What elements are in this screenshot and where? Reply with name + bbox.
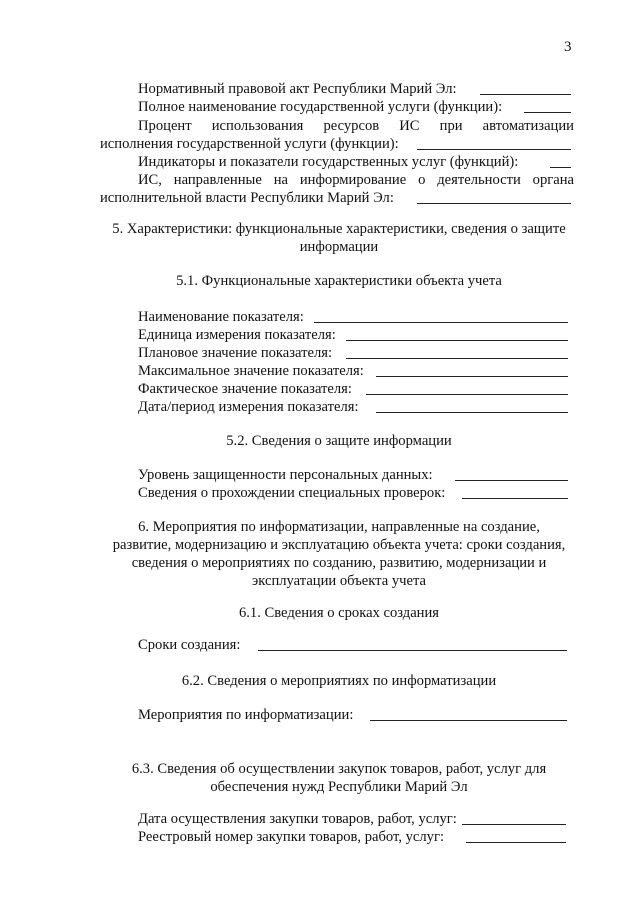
- indicators-label: Индикаторы и показатели государственных услуг (функций):: [138, 154, 519, 170]
- terms-blank[interactable]: [258, 650, 567, 651]
- blank-unit[interactable]: [346, 340, 568, 341]
- section-5-1-title: 5.1. Функциональные характеристики объекта учета: [176, 273, 502, 289]
- field-actual: Фактическое значение показателя:: [138, 381, 352, 397]
- measures-blank[interactable]: [370, 720, 567, 721]
- legal-act-label: Нормативный правовой акт Республики Марий Эл:: [138, 81, 457, 97]
- percent-blank[interactable]: [417, 149, 571, 150]
- indicators-blank[interactable]: [550, 167, 571, 168]
- section-5-2-title: 5.2. Сведения о защите информации: [226, 433, 452, 449]
- section-6-3-title-1: 6.3. Сведения об осуществлении закупок товаров, работ, услуг для: [131, 761, 547, 777]
- blank-date[interactable]: [376, 412, 568, 413]
- word: ресурсов: [323, 118, 380, 134]
- blank-protection-level[interactable]: [455, 480, 568, 481]
- measures-label: Мероприятия по информатизации:: [138, 707, 354, 723]
- is-info-line: [138, 171, 574, 189]
- word: органа: [532, 172, 574, 188]
- section-5-title-2: информации: [299, 239, 379, 255]
- blank-max[interactable]: [376, 376, 568, 377]
- word: информирование: [299, 172, 407, 188]
- percent-label-cont: исполнения государственной услуги (функции):: [100, 136, 399, 152]
- field-special-checks: Сведения о прохождении специальных проверок:: [138, 485, 446, 501]
- word: о: [418, 172, 426, 188]
- percent-line: [138, 117, 574, 135]
- service-name-label: Полное наименование государственной услуги (функции):: [138, 99, 503, 115]
- section-6-title-3: сведения о мероприятиях по созданию, развитию, модернизации и: [131, 555, 547, 571]
- page-number: 3: [564, 39, 572, 55]
- section-5-title-1: 5. Характеристики: функциональные характеристики, сведения о защите: [112, 221, 566, 237]
- blank-indicator-name[interactable]: [314, 322, 568, 323]
- is-info-blank[interactable]: [417, 203, 571, 204]
- legal-act-blank[interactable]: [480, 94, 571, 95]
- field-purchase-date: Дата осуществления закупки товаров, работ, услуг:: [138, 811, 457, 827]
- section-6-title-2: развитие, модернизацию и эксплуатацию объекта учета: сроки создания,: [112, 537, 566, 553]
- blank-actual[interactable]: [366, 394, 568, 395]
- section-6-title-1: 6. Мероприятия по информатизации, направленные на создание,: [138, 519, 540, 535]
- field-purchase-registry: Реестровый номер закупки товаров, работ, услуг:: [138, 829, 445, 845]
- section-6-title-4: эксплуатации объекта учета: [252, 573, 426, 589]
- word: направленные: [173, 172, 262, 188]
- section-6-1-title: 6.1. Сведения о сроках создания: [238, 605, 440, 621]
- word: ИС: [399, 118, 420, 134]
- word: Процент: [138, 118, 192, 134]
- is-info-label-cont: исполнительной власти Республики Марий Эл:: [100, 190, 394, 206]
- field-planned: Плановое значение показателя:: [138, 345, 333, 361]
- blank-purchase-registry[interactable]: [466, 842, 566, 843]
- section-6-2-title: 6.2. Сведения о мероприятиях по информатизации: [181, 673, 497, 689]
- word: на: [273, 172, 288, 188]
- word: ИС,: [138, 172, 162, 188]
- word: при: [439, 118, 463, 134]
- terms-label: Сроки создания:: [138, 637, 241, 653]
- field-date: Дата/период измерения показателя:: [138, 399, 359, 415]
- blank-special-checks[interactable]: [462, 498, 568, 499]
- blank-purchase-date[interactable]: [462, 824, 566, 825]
- blank-planned[interactable]: [346, 358, 568, 359]
- word: автоматизации: [482, 118, 574, 134]
- word: использования: [211, 118, 304, 134]
- word: деятельности: [437, 172, 521, 188]
- field-indicator-name: Наименование показателя:: [138, 309, 304, 325]
- field-max: Максимальное значение показателя:: [138, 363, 364, 379]
- service-name-blank[interactable]: [524, 112, 571, 113]
- section-6-3-title-2: обеспечения нужд Республики Марий Эл: [210, 779, 468, 795]
- field-unit: Единица измерения показателя:: [138, 327, 336, 343]
- field-protection-level: Уровень защищенности персональных данных:: [138, 467, 433, 483]
